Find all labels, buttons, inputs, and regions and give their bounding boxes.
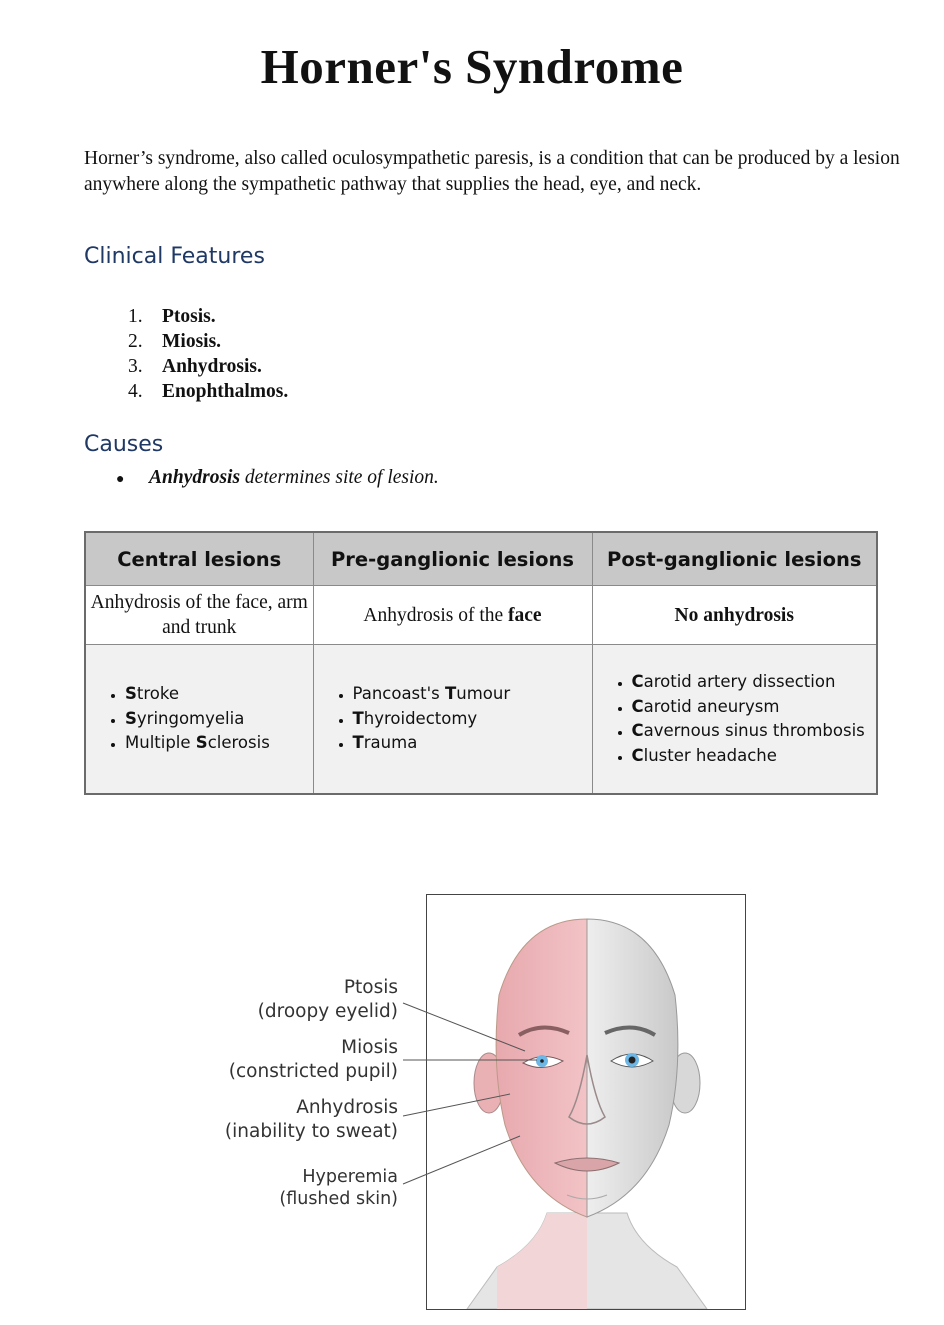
list-item: • Syringomyelia (125, 707, 312, 732)
label-title: Hyperemia (302, 1167, 398, 1187)
label-title: Anhydrosis (296, 1097, 398, 1118)
label-desc: (inability to sweat) (224, 1121, 398, 1142)
item-number: 4. (128, 381, 143, 402)
list-item: • Cluster headache (632, 744, 876, 769)
hyperemia-label (279, 1166, 398, 1210)
page-title: Horner's Syndrome (260, 39, 684, 94)
causes-heading: Causes (84, 432, 164, 457)
note-bold: Anhydrosis (149, 467, 241, 488)
list-item: • Multiple Sclerosis (125, 731, 312, 756)
label-desc: (droopy eyelid) (257, 1001, 398, 1022)
list-item: • Carotid aneurysm (632, 695, 876, 720)
pre-site-prefix: Anhydrosis of the (363, 604, 509, 626)
item-text: Enophthalmos. (162, 381, 289, 402)
col-header-central: Central lesions (85, 532, 313, 586)
col-header-post: Post-ganglionic lesions (592, 532, 877, 586)
list-item: • Cavernous sinus thrombosis (632, 719, 876, 744)
label-desc: (constricted pupil) (228, 1061, 398, 1082)
item-number: 1. (128, 306, 143, 327)
item-text: Anhydrosis. (162, 356, 262, 377)
post-site: No anhydrosis (592, 586, 877, 645)
label-title: Ptosis (343, 977, 398, 998)
col-header-pre: Pre-ganglionic lesions (313, 532, 592, 586)
intro-paragraph: Horner’s syndrome, also called oculosympathetic paresis, is a condition that can be produced by a lesion anywhere along the sympathetic pathway that supplies the head, eye, and neck. (84, 148, 900, 195)
bullet-icon: ● (116, 472, 125, 487)
item-number: 3. (128, 356, 143, 377)
clinical-features-heading: Clinical Features (84, 244, 265, 269)
item-number: 2. (128, 331, 143, 352)
list-item: • Trauma (353, 731, 591, 756)
anhydrosis-label (225, 1096, 398, 1144)
list-item: • Stroke (125, 682, 312, 707)
central-site: Anhydrosis of the face, arm and trunk (85, 586, 313, 645)
item-text: Miosis. (162, 331, 222, 352)
label-title: Miosis (341, 1037, 398, 1058)
list-item: • Carotid artery dissection (632, 670, 876, 695)
list-item: • Thyroidectomy (353, 707, 591, 732)
ptosis-label (258, 976, 398, 1024)
pre-site-bold: face (508, 604, 542, 626)
miosis-label (229, 1036, 398, 1084)
note-rest: determines site of lesion. (240, 467, 439, 488)
item-text: Ptosis. (162, 306, 216, 327)
list-item: • Pancoast's Tumour (353, 682, 591, 707)
label-desc: (flushed skin) (279, 1189, 398, 1209)
